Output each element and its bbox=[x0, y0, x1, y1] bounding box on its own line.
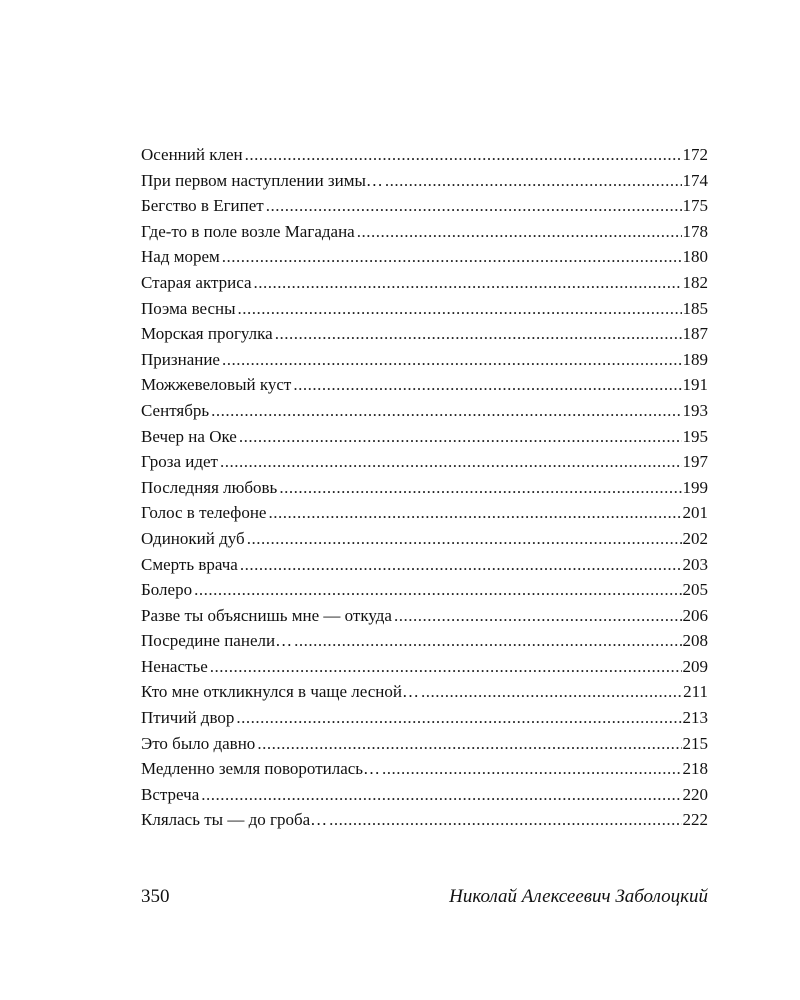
toc-leader-dots bbox=[222, 244, 682, 270]
toc-entry-page: 172 bbox=[682, 145, 708, 164]
toc-entry-title: Смерть врача bbox=[141, 554, 238, 574]
toc-entry bbox=[141, 807, 708, 833]
toc-entry bbox=[141, 654, 708, 680]
toc-entry-title: Клялась ты — до гроба… bbox=[141, 810, 328, 830]
toc-entry-title: При первом наступлении зимы… bbox=[141, 170, 383, 190]
toc-entry-page: 191 bbox=[682, 375, 708, 395]
toc-entry-title: Над морем bbox=[141, 247, 220, 267]
toc-entry-page: 205 bbox=[682, 580, 708, 600]
toc-entry-page: 180 bbox=[682, 247, 708, 267]
toc-entry bbox=[141, 219, 708, 245]
toc-leader-dots bbox=[394, 603, 682, 629]
toc-entry-page: 218 bbox=[682, 759, 708, 779]
toc-entry bbox=[141, 321, 708, 347]
toc-leader-dots bbox=[201, 782, 681, 808]
toc-entry-title: Посредине панели… bbox=[141, 631, 293, 651]
toc-entry-title: Морская прогулка bbox=[141, 324, 273, 344]
toc-entry bbox=[141, 347, 708, 373]
toc-entry-title: Признание bbox=[141, 349, 220, 369]
toc-entry bbox=[141, 142, 708, 168]
toc-entry-page: 206 bbox=[682, 605, 708, 625]
toc-leader-dots bbox=[236, 705, 681, 731]
toc-entry-title: Где-то в поле возле Магадана bbox=[141, 221, 355, 241]
toc-leader-dots bbox=[239, 424, 682, 450]
toc-entry-title: Осенний клен bbox=[141, 145, 243, 164]
toc-entry-page: 202 bbox=[682, 528, 708, 548]
toc-entry-page: 222 bbox=[682, 810, 708, 830]
toc-entry-title: Птичий двор bbox=[141, 708, 235, 728]
toc-entry-title: Кто мне откликнулся в чаще лесной… bbox=[141, 682, 420, 702]
toc-entry bbox=[141, 168, 708, 194]
toc-leader-dots bbox=[257, 731, 681, 757]
toc-leader-dots bbox=[382, 756, 681, 782]
running-footer-author: Николай Алексеевич Заболоцкий bbox=[449, 886, 708, 907]
toc-entry bbox=[141, 756, 708, 782]
toc-leader-dots bbox=[238, 296, 682, 322]
toc-leader-dots bbox=[222, 347, 682, 373]
toc-entry-title: Медленно земля поворотилась… bbox=[141, 759, 381, 779]
toc-entry bbox=[141, 577, 708, 603]
toc-leader-dots bbox=[275, 321, 682, 347]
page-footer bbox=[141, 886, 708, 908]
toc-entry-page: 213 bbox=[682, 708, 708, 728]
toc-entry-page: 193 bbox=[682, 400, 708, 420]
toc-entry bbox=[141, 782, 708, 808]
toc-entry-page: 201 bbox=[682, 503, 708, 523]
toc-entry-page: 199 bbox=[682, 477, 708, 497]
toc-entry bbox=[141, 500, 708, 526]
toc-entry bbox=[141, 475, 708, 501]
toc-entry-title: Старая актриса bbox=[141, 272, 252, 292]
toc-entry-title: Встреча bbox=[141, 784, 200, 804]
toc-entry bbox=[141, 731, 708, 757]
toc-entry-page: 220 bbox=[682, 784, 708, 804]
toc-entry-title: Разве ты объяснишь мне — откуда bbox=[141, 605, 392, 625]
toc-leader-dots bbox=[266, 193, 682, 219]
toc-entry bbox=[141, 449, 708, 475]
toc-leader-dots bbox=[421, 679, 682, 705]
toc-entry bbox=[141, 270, 708, 296]
toc-entry-page: 195 bbox=[682, 426, 708, 446]
toc-entry-title: Последняя любовь bbox=[141, 477, 278, 497]
toc-leader-dots bbox=[194, 577, 681, 603]
toc-leader-dots bbox=[385, 168, 682, 194]
toc-entry-title: Это было давно bbox=[141, 733, 256, 753]
toc-entry-title: Вечер на Оке bbox=[141, 426, 237, 446]
toc-entry bbox=[141, 705, 708, 731]
toc-leader-dots bbox=[357, 219, 682, 245]
toc-entry-title: Болеро bbox=[141, 580, 193, 600]
toc-entry-page: 211 bbox=[683, 682, 708, 702]
toc-entry bbox=[141, 398, 708, 424]
toc-entry bbox=[141, 424, 708, 450]
toc-entry bbox=[141, 679, 708, 705]
toc-entry-page: 209 bbox=[682, 656, 708, 676]
page-number: 350 bbox=[141, 886, 170, 907]
toc-entry-title: Ненастье bbox=[141, 656, 208, 676]
toc-entry-title: Сентябрь bbox=[141, 400, 210, 420]
toc-entry-title: Одинокий дуб bbox=[141, 528, 245, 548]
toc-entry-page: 215 bbox=[682, 733, 708, 753]
toc-entry-title: Бегство в Египет bbox=[141, 196, 264, 216]
toc-entry-page: 187 bbox=[682, 324, 708, 344]
toc-leader-dots bbox=[240, 552, 682, 578]
toc-entry bbox=[141, 296, 708, 322]
toc-entry bbox=[141, 193, 708, 219]
toc-entry-title: Гроза идет bbox=[141, 452, 218, 472]
toc-entry-page: 189 bbox=[682, 349, 708, 369]
toc-leader-dots bbox=[220, 449, 682, 475]
toc-leader-dots bbox=[210, 654, 682, 680]
toc-entry-title: Голос в телефоне bbox=[141, 503, 267, 523]
toc-entry-page: 174 bbox=[682, 170, 708, 190]
toc-entry-page: 185 bbox=[682, 298, 708, 318]
toc-leader-dots bbox=[293, 372, 681, 398]
toc-entry-page: 208 bbox=[682, 631, 708, 651]
toc-entry-title: Поэма весны bbox=[141, 298, 236, 318]
toc-leader-dots bbox=[294, 628, 681, 654]
toc-leader-dots bbox=[329, 807, 681, 833]
toc-entry-page: 178 bbox=[682, 221, 708, 241]
toc-entry bbox=[141, 526, 708, 552]
table-of-contents bbox=[141, 142, 708, 833]
toc-leader-dots bbox=[211, 398, 681, 424]
toc-entry bbox=[141, 603, 708, 629]
toc-entry-page: 197 bbox=[682, 452, 708, 472]
toc-entry bbox=[141, 552, 708, 578]
toc-leader-dots bbox=[279, 475, 681, 501]
toc-leader-dots bbox=[245, 142, 682, 168]
toc-entry-page: 175 bbox=[682, 196, 708, 216]
toc-entry-page: 203 bbox=[682, 554, 708, 574]
toc-leader-dots bbox=[268, 500, 681, 526]
toc-entry-page: 182 bbox=[682, 272, 708, 292]
toc-entry-title: Можжевеловый куст bbox=[141, 375, 292, 395]
toc-entry bbox=[141, 628, 708, 654]
toc-entry bbox=[141, 244, 708, 270]
toc-leader-dots bbox=[254, 270, 682, 296]
toc-entry bbox=[141, 372, 708, 398]
toc-leader-dots bbox=[247, 526, 682, 552]
